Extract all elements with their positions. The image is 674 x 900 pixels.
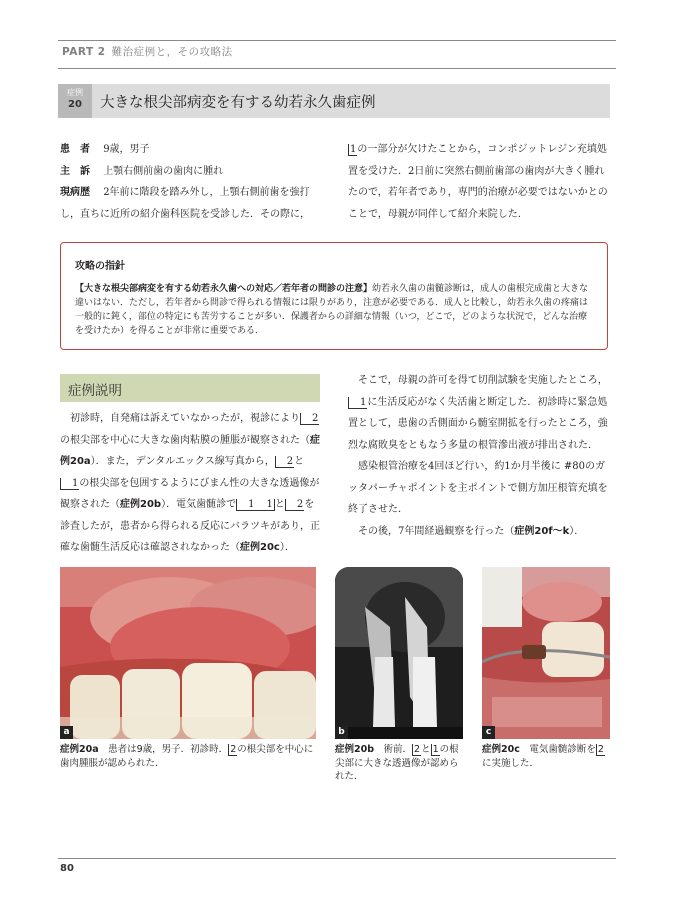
text-run: の根尖部を中心に大きな歯肉粘膜の腫脹が観察された（ [60, 434, 310, 446]
figure-c-caption [482, 743, 614, 770]
header-rule-top [58, 40, 616, 41]
strategy-body [75, 282, 595, 338]
text-run: に生活反応がなく失活歯と断定した．初診時に緊急処置として，患歯の舌側面から髄室開拡を行ったところ，強烈な腐敗臭をともなう多量の根管滲出液が排出された． [348, 396, 608, 451]
figure-c-photo [482, 567, 610, 739]
figure-ref: 症例20b [120, 499, 162, 510]
strategy-title: 攻略の指針 [75, 261, 125, 272]
caption-text: の根尖部を中心に歯肉腫脹が認められた． [60, 744, 314, 769]
case-description-paragraph [348, 521, 610, 543]
tooth-notation: 1 [432, 744, 439, 755]
strategy-box [60, 242, 608, 350]
case-description-right [348, 370, 610, 542]
patient-age-label: 患 者 [60, 144, 90, 155]
header-part: PART 2 [62, 46, 106, 58]
patient-complaint-row [60, 161, 328, 183]
figure-a-label: a [60, 726, 73, 739]
case-badge-number: 20 [68, 99, 82, 110]
pulp-test-image [482, 567, 610, 739]
footer-rule [58, 858, 616, 859]
figure-ref: 症例20f〜k [514, 525, 570, 537]
case-title-bar [58, 84, 610, 118]
tooth-notation: 2 [275, 456, 294, 468]
text-run: ）． [279, 542, 295, 553]
text-run: 初診時，自発痛は訴えていなかったが，視診により [70, 413, 300, 424]
caption-text: 患者は9歳，男子．初診時． [98, 744, 229, 755]
figure-ref: 症例20c [240, 542, 280, 553]
caption-text: に実施した． [482, 757, 540, 769]
tooth-notation: 2 [414, 744, 421, 755]
tooth-notation: 2 [300, 413, 319, 425]
figure-b-caption [335, 743, 467, 784]
text-run: ）． [569, 525, 585, 537]
case-title: 大きな根尖部病変を有する幼若永久歯症例 [100, 95, 376, 111]
tooth-notation: 1 [348, 397, 367, 409]
patient-history-row [60, 182, 328, 225]
section-heading: 症例説明 [60, 374, 320, 402]
patient-history-cont: の一部分が欠けたことから，コンポジットレジン充填処置を受けた．2日前に突然右側前歯部の歯肉が大きく腫れたので，若年者であり，専門的治療が必要ではないかとのことで，母親が同伴して紹介来院した． [348, 144, 608, 220]
patient-age-row [60, 139, 328, 161]
case-description-left [60, 408, 322, 559]
case-description-paragraph [60, 408, 322, 559]
caption-id: 症例20a [60, 744, 99, 755]
tooth-notation: 2 [597, 744, 604, 755]
figure-b-photo [335, 567, 463, 739]
caption-text: と [421, 744, 431, 755]
caption-text: 術前． [374, 744, 413, 755]
header-rule-bottom [58, 68, 616, 69]
text-run: と [294, 456, 305, 467]
running-header [62, 44, 233, 59]
strategy-lead: 【大きな根尖部病変を有する幼若永久歯への対応／若年者の問診の注意】 [75, 284, 373, 294]
caption-id: 症例20c [482, 744, 520, 755]
figure-b-label: b [335, 726, 348, 739]
tooth-notation: 2 [285, 499, 304, 511]
case-badge-label: 症例 [67, 88, 83, 97]
figure-ref: 症例20a [60, 434, 320, 467]
patient-history-continued [348, 139, 610, 225]
case-badge [58, 84, 92, 118]
strategy-text: 幼若永久歯の歯髄診断は，成人の歯根完成歯と大きな違いはない．ただし，若年者から問診で得られる情報には限りがあり，注意が必要である．成人と比較し，幼若永久歯の疼痛は一般的に鈍く，部位の特定にも苦労することが多い．保護者からの詳細な情報（いつ，どこで，どのような状況で，どんな治療を受けたか）を得ることが非常に重要である． [75, 284, 589, 336]
page-number: 80 [60, 863, 74, 874]
text-run: そこで，母親の許可を得て切削試験を実施したところ， [358, 375, 608, 386]
caption-text: 電気歯髄診断を [519, 744, 596, 755]
patient-complaint-label: 主 訴 [60, 165, 90, 177]
caption-text: の根尖部に大きな透過像が認められた． [335, 744, 459, 782]
text-run: の根尖部を包囲するようにびまん性の大きな透過像が観察された（ [60, 477, 320, 510]
tooth-notation: 1 [60, 478, 79, 490]
patient-complaint-value: 上顎右側前歯の歯肉に腫れ [103, 165, 224, 177]
xray-image [335, 567, 463, 739]
figure-a-photo [60, 567, 316, 739]
text-run: その後，7年間経過観察を行った（ [358, 525, 515, 537]
header-title: 難治症例と，その攻略法 [111, 46, 233, 58]
tooth-notation: 2 [230, 744, 237, 755]
patient-history-label: 現病歴 [60, 187, 90, 198]
tooth-notation: 1 [236, 499, 255, 511]
text-run: と [274, 499, 285, 510]
text-run: ）．また，デンタルエックス線写真から， [90, 456, 275, 467]
gum-swelling-image [60, 567, 316, 739]
case-description-paragraph: 感染根管治療を4回ほど行い，約1か月半後に #80のガッタパーチャポイントを主ポイントで側方加圧根管充填を終了させた． [348, 461, 608, 515]
figure-a-caption [60, 743, 318, 770]
text-run: を診査したが，患者から得られる反応にバラツキがあり，正確な歯髄生活反応は確認されなかった（ [60, 499, 320, 553]
tooth-notation: 1 [255, 499, 274, 511]
text-run: ）．電気歯髄診で [161, 499, 237, 510]
tooth-notation: 1 [350, 144, 357, 155]
caption-id: 症例20b [335, 744, 375, 755]
case-description-paragraph [348, 370, 610, 456]
patient-info-right [348, 139, 610, 225]
figure-c-label: c [482, 726, 495, 739]
patient-age-value: 9歳，男子 [103, 144, 150, 155]
patient-history-value: 2年前に階段を踏み外し，上顎右側前歯を強打し，直ちに近所の紹介歯科医院を受診した．その際に， [60, 187, 310, 220]
patient-info-left [60, 139, 328, 225]
